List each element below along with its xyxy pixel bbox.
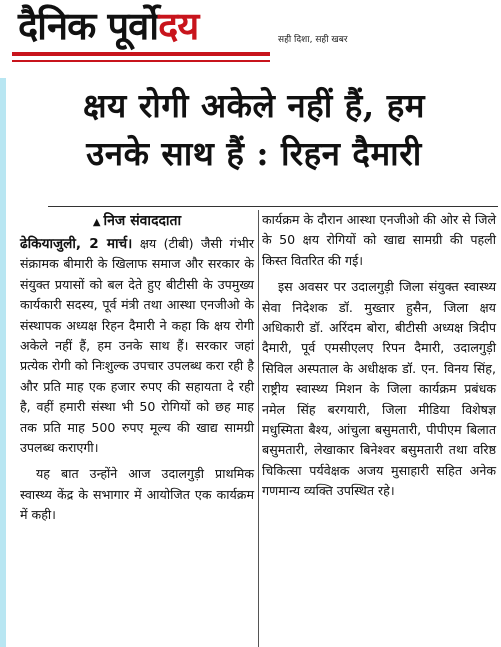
headline-line-1: क्षय रोगी अकेले नहीं हैं, हम: [83, 86, 425, 125]
headline-rule: [48, 206, 498, 207]
triangle-icon: ▲: [92, 217, 101, 228]
newspaper-logo: [18, 2, 198, 50]
byline-text: निज संवाददाता: [103, 213, 182, 229]
logo-underline: [12, 52, 270, 56]
headline-line-2: उनके साथ हैं : रिहन दैमारी: [86, 134, 422, 173]
masthead-tagline: सही दिशा, सही खबर: [278, 35, 348, 45]
article-paragraph: [20, 234, 254, 458]
logo-text-accent: दय: [158, 4, 199, 48]
article-paragraph: कार्यक्रम के दौरान आस्था एनजीओ की ओर से जिले के 50 क्षय रोगियों को खाद्य सामग्री की पहली किस्त वितरित की गई।: [262, 212, 496, 268]
page-edge-strip: [0, 78, 6, 647]
article-paragraph: यह बात उन्होंने आज उदालगुड़ी प्राथमिक स्वास्थ्य केंद्र के सभागार में आयोजित एक कार्यक्रम में कही।: [20, 466, 254, 523]
article-headline: [10, 82, 498, 178]
article-paragraph: इस अवसर पर उदालगुड़ी जिला संयुक्त स्वास्थ्य सेवा निदेशक डॉ. मुख्तार हुसैन, जिला क्षय अधिकारी डॉ. अरिंदम बोरा, बीटीसी अध्यक्ष त्रिदीप दैमारी, पूर्व एमसीएलए रिपन दैमारी, उदालगुड़ी सिविल अस्पताल के अधीक्षक डॉ. एन. विनय सिंह, राष्ट्रीय स्वास्थ्य मिशन के जिला कार्यक्रम प्रबंधक नमेल सिंह बरगयारी, जिला मीडिया विशेषज्ञ मधुस्मिता बैश्य, आंचुला बसुमतारी, पीपीएम बिलात बसुमतारी, लेखाकार बिनेश्वर बसुमतारी तथा वरिष्ठ चिकित्सा पर्यवेक्षक अजय मुसाहारी सहित अनेक गणमान्य व्यक्ति उपस्थित रहे।: [262, 279, 496, 499]
article-column-left: [20, 210, 254, 526]
masthead: [0, 0, 501, 78]
column-divider: [258, 210, 259, 647]
byline: [20, 210, 254, 234]
logo-text-main: दैनिक पूर्वो: [18, 4, 159, 48]
paragraph-text: क्षय (टीबी) जैसी गंभीर संक्रामक बीमारी के खिलाफ समाज और सरकार के संयुक्त प्रयासों को बल देते हुए बीटीसी के उपमुख्य कार्यकारी सदस्य, पूर्व मंत्री तथा आस्था एनजीओ के संस्थापक अध्यक्ष रिहन दैमारी ने कहा कि क्षय रोगी अकेले नहीं हैं, हम उनके साथ हैं। सरकार जहां प्रत्येक रोगी को निःशुल्क उपचार उपलब्ध करा रही है और प्रति माह एक हजार रुपए की सहायता दे रही है, वहीं हमारी संस्था भी 50 रोगियों को छह माह तक प्रति माह 500 रुपए मूल्य की खाद्य सामग्री उपलब्ध कराएगी।: [20, 236, 254, 456]
logo-underline-thin: [12, 60, 270, 62]
article-column-right: [262, 210, 496, 502]
dateline: ढेकियाजुली, 2 मार्च।: [20, 236, 133, 252]
